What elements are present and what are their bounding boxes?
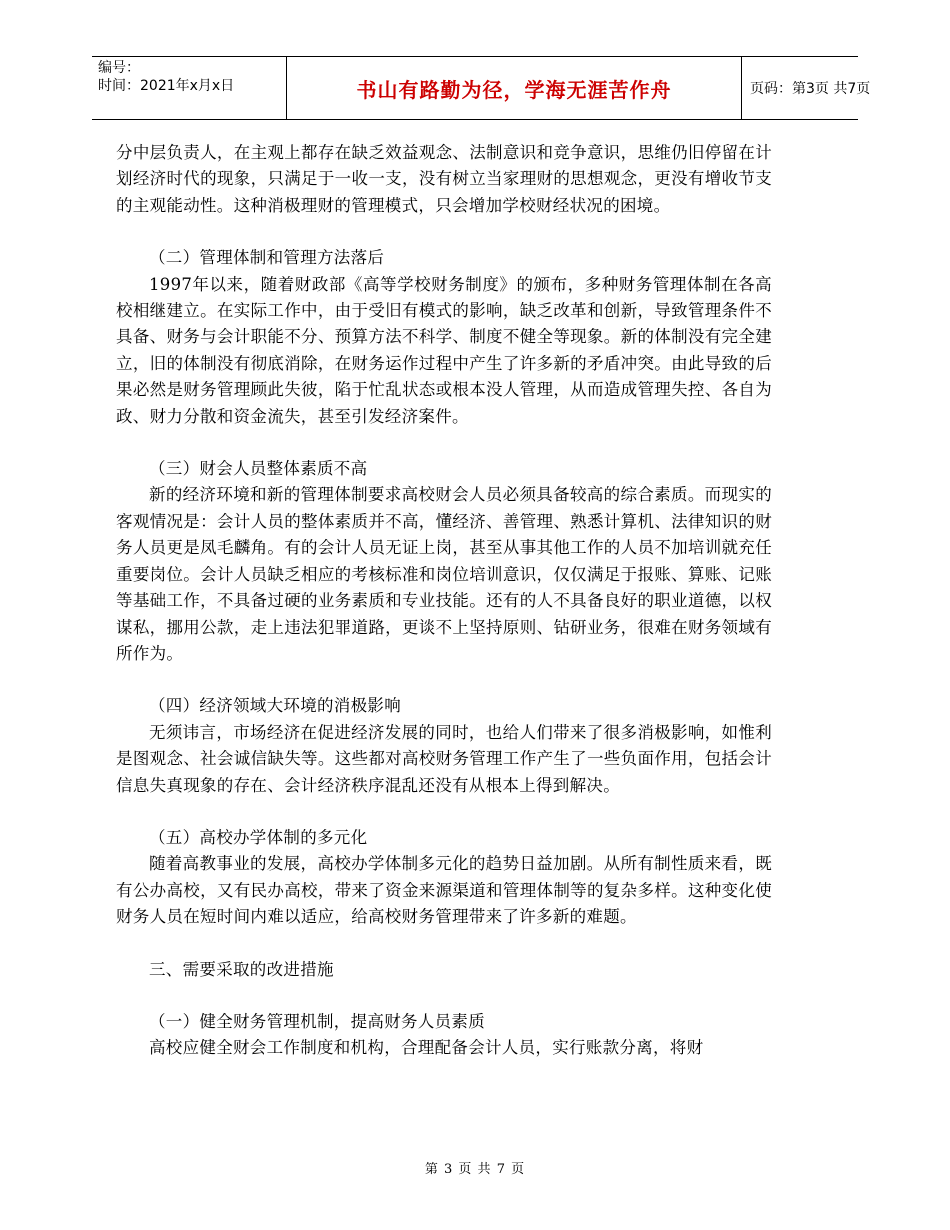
header-motto: 书山有路勤为径，学海无涯苦作舟	[286, 57, 742, 119]
section-heading: （二）管理体制和管理方法落后	[149, 248, 385, 268]
number-label: 编号：	[98, 60, 140, 76]
paragraph: 随着高教事业的发展，高校办学体制多元化的趋势日益加剧。从所有制性质来看，既有公办高校，又有民办高校，带来了资金来源渠道和管理体制等的复杂多样。这种变化使财务人员在短时间内难以适应，给高校财务管理带来了许多新的难题。	[116, 854, 772, 927]
paragraph: 新的经济环境和新的管理体制要求高校财会人员必须具备较高的综合素质。而现实的客观情况是：会计人员的整体素质并不高，懂经济、善管理、熟悉计算机、法律知识的财务人员更是凤毛麟角。有的会计人员无证上岗，甚至从事其他工作的人员不加培训就充任重要岗位。会计人员缺乏相应的考核标准和岗位培训意识，仅仅满足于报账、算账、记账等基础工作，不具备过硬的业务素质和专业技能。还有的人不具备良好的职业道德，以权谋私，挪用公款，走上违法犯罪道路，更谈不上坚持原则、钻研业务，很难在财务领域有所作为。	[116, 485, 772, 663]
paragraph: 高校应健全财会工作制度和机构，合理配备会计人员，实行账款分离，将财	[149, 1038, 704, 1058]
section-heading: （一）健全财务管理机制，提高财务人员素质	[149, 1011, 485, 1031]
page-footer: 第 3 页 共 7 页	[424, 1162, 526, 1177]
document-body	[116, 140, 772, 1062]
section-heading: （五）高校办学体制的多元化	[149, 827, 368, 847]
paragraph: 无须讳言，市场经济在促进经济发展的同时，也给人们带来了很多消极影响，如惟利是图观念、社会诚信缺失等。这些都对高校财务管理工作产生了一些负面作用，包括会计信息失真现象的存在、会计经济秩序混乱还没有从根本上得到解决。	[116, 722, 772, 795]
document-header	[92, 56, 871, 120]
time-label: 时间：2021年x月x日	[98, 78, 235, 94]
section-heading: （四）经济领域大环境的消极影响	[149, 696, 401, 716]
paragraph: 分中层负责人，在主观上都存在缺乏效益观念、法制意识和竞争意识，思维仍旧停留在计划经济时代的现象，只满足于一收一支，没有树立当家理财的思想观念，更没有增收节支的主观能动性。这种消极理财的管理模式，只会增加学校财经状况的困境。	[116, 143, 772, 215]
section-heading: （三）财会人员整体素质不高	[149, 459, 368, 479]
header-page-info: 页码：第3页 共7页	[750, 81, 871, 97]
header-meta	[92, 57, 286, 119]
chapter-heading: 三、需要采取的改进措施	[149, 959, 334, 979]
paragraph: 1997年以来，随着财政部《高等学校财务制度》的颁布，多种财务管理体制在各高校相继建立。在实际工作中，由于受旧有模式的影响，缺乏改革和创新，导致管理条件不具备、财务与会计职能不分、预算方法不科学、制度不健全等现象。新的体制没有完全建立，旧的体制没有彻底消除，在财务运作过程中产生了许多新的矛盾冲突。由此导致的后果必然是财务管理顾此失彼，陷于忙乱状态或根本没人管理，从而造成管理失控、各自为政、财力分散和资金流失，甚至引发经济案件。	[116, 274, 772, 426]
